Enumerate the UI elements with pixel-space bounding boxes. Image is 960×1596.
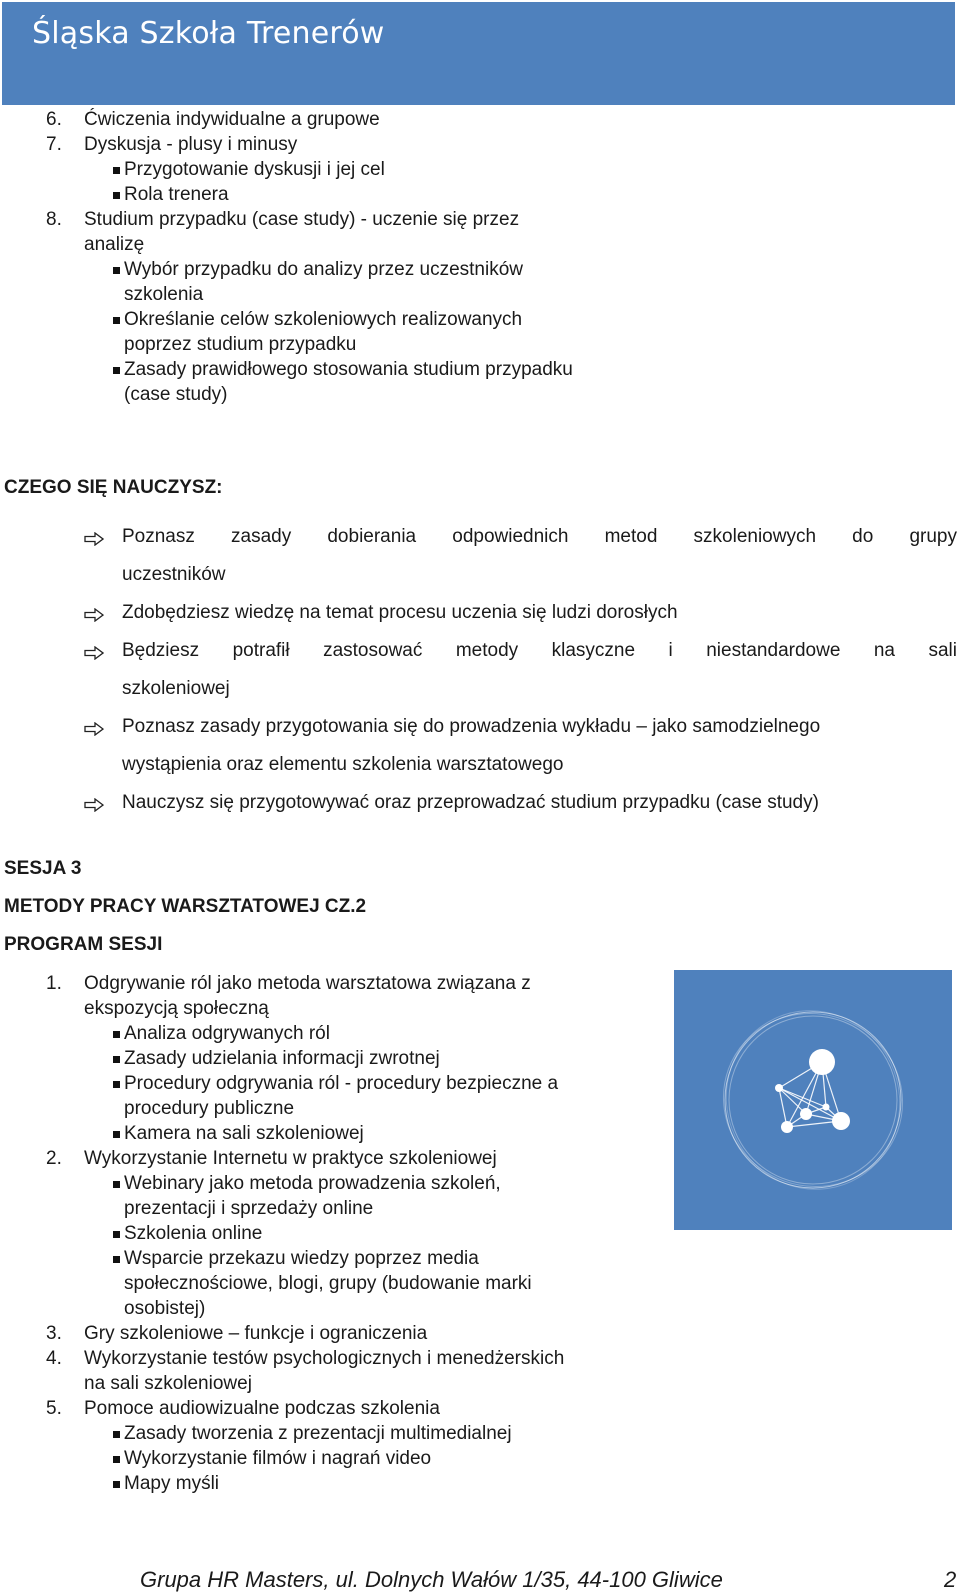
list-item: Studium przypadku (case study) - uczenie się przez [84,209,520,230]
list-item: ekspozycją społeczną [84,998,269,1019]
list-subitem: Webinary jako metoda prowadzenia szkoleń, [124,1173,501,1194]
header-title: Śląska Szkoła Trenerów [32,16,385,51]
bullet-square-icon [113,1431,120,1438]
list-subitem: Zasady udzielania informacji zwrotnej [124,1048,440,1069]
bullet-square-icon [113,1481,120,1488]
bullet-square-icon [113,1181,120,1188]
bullet-square-icon [113,1081,120,1088]
list-subitem: szkolenia [124,284,204,305]
list-subitem: osobistej) [124,1298,206,1319]
list-subitem: Rola trenera [124,184,229,205]
list-number: 2. [46,1148,62,1169]
list-number: 4. [46,1348,62,1369]
list-item: na sali szkoleniowej [84,1373,252,1394]
list-subitem: Procedury odgrywania ról - procedury bezpieczne a [124,1073,559,1094]
list-number: 1. [46,973,62,994]
outcome-item: Poznasz zasady dobierania odpowiednich metod szkoleniowych do grupy [122,526,957,547]
list-subitem: prezentacji i sprzedaży online [124,1198,374,1219]
list-number: 8. [46,209,62,230]
section-heading: CZEGO SIĘ NAUCZYSZ: [4,477,223,498]
list-item: Odgrywanie ról jako metoda warsztatowa związana z [84,973,531,994]
network-illustration [674,970,952,1230]
list-item: Pomoce audiowizualne podczas szkolenia [84,1398,440,1419]
list-item: Dyskusja - plusy i minusy [84,134,298,155]
list-item: Ćwiczenia indywidualne a grupowe [84,109,380,130]
arrow-right-icon [84,646,104,660]
list-item: Wykorzystanie Internetu w praktyce szkoleniowej [84,1148,497,1169]
bullet-square-icon [113,1456,120,1463]
list-subitem: Przygotowanie dyskusji i jej cel [124,159,385,180]
bullet-square-icon [113,1056,120,1063]
bullet-square-icon [113,267,120,274]
outcome-item: Będziesz potrafił zastosować metody klasyczne i niestandardowe na sali [122,640,957,661]
arrow-right-icon [84,798,104,812]
outcome-item: Nauczysz się przygotowywać oraz przeprowadzać studium przypadku (case study) [122,792,819,813]
list-subitem: procedury publiczne [124,1098,295,1119]
program-heading: PROGRAM SESJI [4,934,163,955]
list-subitem: (case study) [124,384,228,405]
list-subitem: Szkolenia online [124,1223,263,1244]
bullet-square-icon [113,1231,120,1238]
outcome-item: Zdobędziesz wiedzę na temat procesu uczenia się ludzi dorosłych [122,602,678,623]
network-circle-icon [674,970,952,1230]
page-number: 2 [944,1567,957,1592]
session-subtitle: METODY PRACY WARSZTATOWEJ CZ.2 [4,896,367,917]
bullet-square-icon [113,167,120,174]
outcome-item: Poznasz zasady przygotowania się do prowadzenia wykładu – jako samodzielnego [122,716,821,737]
bullet-square-icon [113,317,120,324]
arrow-right-icon [84,608,104,622]
bullet-square-icon [113,192,120,199]
bullet-square-icon [113,1256,120,1263]
list-subitem: Wsparcie przekazu wiedzy poprzez media [124,1248,479,1269]
arrow-right-icon [84,722,104,736]
list-subitem: Kamera na sali szkoleniowej [124,1123,364,1144]
list-subitem: poprzez studium przypadku [124,334,357,355]
list-subitem: Wykorzystanie filmów i nagrań video [124,1448,432,1469]
bullet-square-icon [113,1031,120,1038]
list-item: Wykorzystanie testów psychologicznych i menedżerskich [84,1348,565,1369]
list-number: 5. [46,1398,62,1419]
list-number: 7. [46,134,62,155]
list-subitem: społecznościowe, blogi, grupy (budowanie marki [124,1273,532,1294]
list-subitem: Zasady tworzenia z prezentacji multimedialnej [124,1423,512,1444]
bullet-square-icon [113,1131,120,1138]
outcome-item: wystąpienia oraz elementu szkolenia warsztatowego [122,754,564,775]
list-subitem: Wybór przypadku do analizy przez uczestników [124,259,524,280]
list-subitem: Zasady prawidłowego stosowania studium przypadku [124,359,573,380]
list-subitem: Analiza odgrywanych ról [124,1023,330,1044]
list-item: Gry szkoleniowe – funkcje i ograniczenia [84,1323,428,1344]
outcome-item: szkoleniowej [122,678,230,699]
header-banner [2,2,955,105]
list-item: analizę [84,234,145,255]
list-subitem: Określanie celów szkoleniowych realizowanych [124,309,523,330]
session-title: SESJA 3 [4,858,82,879]
arrow-right-icon [84,532,104,546]
outcome-item: uczestników [122,564,226,585]
bullet-square-icon [113,367,120,374]
footer-address: Grupa HR Masters, ul. Dolnych Wałów 1/35, 44-100 Gliwice [140,1567,723,1592]
list-subitem: Mapy myśli [124,1473,220,1494]
list-number: 3. [46,1323,62,1344]
list-number: 6. [46,109,62,130]
